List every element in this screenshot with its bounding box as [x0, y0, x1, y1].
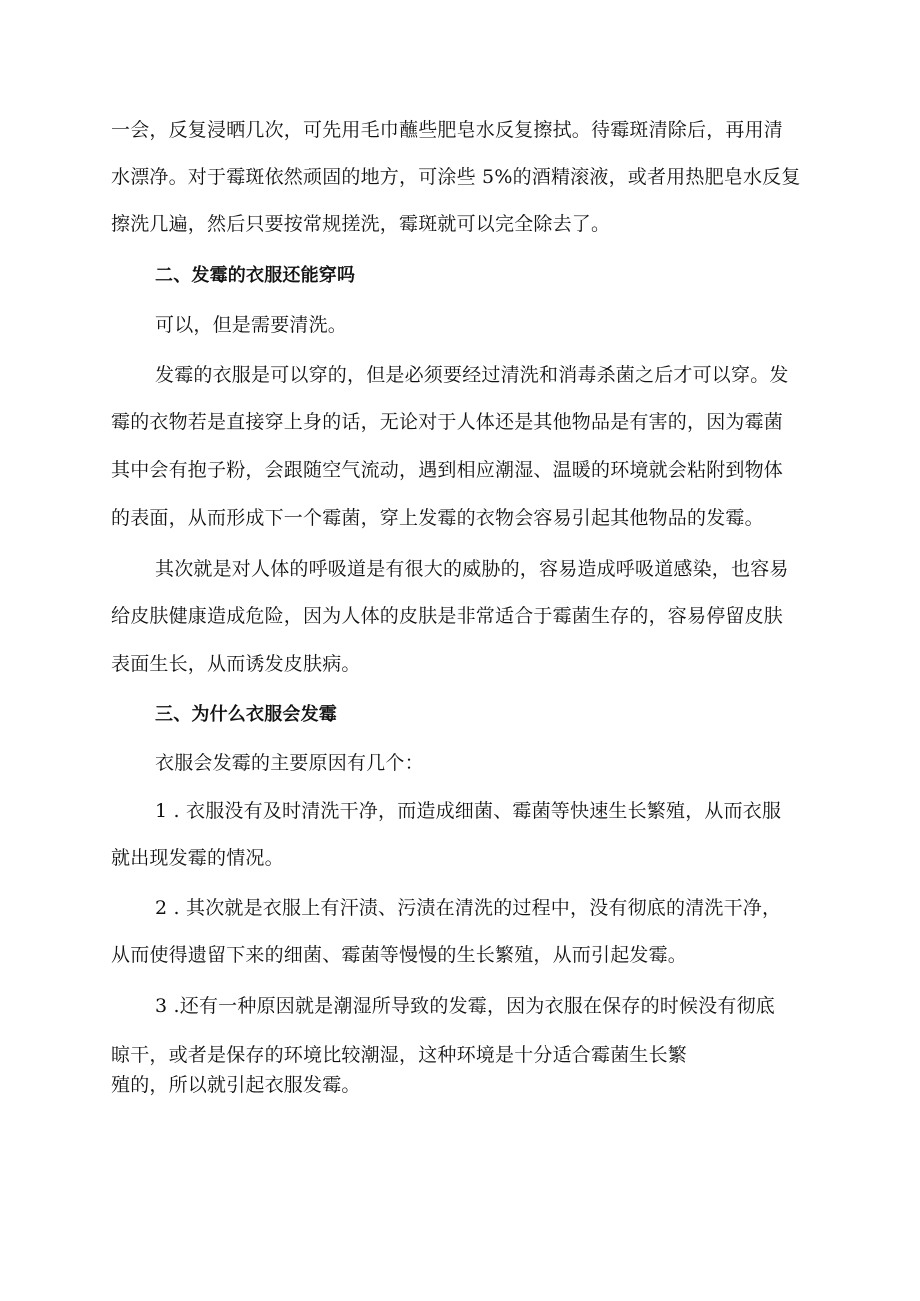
paragraph-line: 其次就是对人体的呼吸道是有很大的威胁的，容易造成呼吸道感染，也容易 — [155, 558, 789, 580]
paragraph-line: 衣服会发霉的主要原因有几个： — [155, 752, 424, 774]
paragraph-line: 发霉的衣服是可以穿的，但是必须要经过清洗和消毒杀菌之后才可以穿。发 — [155, 364, 789, 386]
list-item-line: 1 . 衣服没有及时清洗干净，而造成细菌、霉菌等快速生长繁殖，从而衣服 — [155, 800, 782, 822]
section-heading-2: 二、发霉的衣服还能穿吗 — [155, 265, 356, 286]
list-item-line: 3 .还有一种原因就是潮湿所导致的发霉，因为衣服在保存的时候没有彻底 — [155, 995, 775, 1017]
list-item-line: 就出现发霉的情况。 — [111, 847, 284, 869]
paragraph-line: 表面生长，从而诱发皮肤病。 — [111, 653, 361, 675]
list-item-line: 殖的，所以就引起衣服发霉。 — [111, 1074, 361, 1096]
list-item-line: 晾干，或者是保存的环境比较潮湿，这种环境是十分适合霉菌生长繁 — [111, 1044, 688, 1066]
paragraph-line: 可以，但是需要清洗。 — [155, 314, 348, 336]
list-item-line: 2 . 其次就是衣服上有汗渍、污渍在清洗的过程中，没有彻底的清洗干净， — [155, 897, 782, 919]
paragraph-line: 一会，反复浸晒几次，可先用毛巾蘸些肥皂水反复擦拭。待霉斑清除后，再用清 — [111, 119, 784, 141]
paragraph-line: 给皮肤健康造成危险，因为人体的皮肤是非常适合于霉菌生存的，容易停留皮肤 — [111, 605, 784, 627]
paragraph-line: 霉的衣物若是直接穿上身的话，无论对于人体还是其他物品是有害的，因为霉菌 — [111, 411, 784, 433]
paragraph-line: 擦洗几遍，然后只要按常规搓洗，霉斑就可以完全除去了。 — [111, 213, 611, 235]
paragraph-line: 水漂净。对于霉斑依然顽固的地方，可涂些 5%的酒精滚液，或者用热肥皂水反复 — [111, 166, 801, 188]
list-item-line: 从而使得遗留下来的细菌、霉菌等慢慢的生长繁殖，从而引起发霉。 — [111, 944, 688, 966]
paragraph-line: 其中会有抱子粉，会跟随空气流动，遇到相应潮湿、温暖的环境就会粘附到物体 — [111, 459, 784, 481]
section-heading-3: 三、为什么衣服会发霉 — [155, 704, 337, 725]
paragraph-line: 的表面，从而形成下一个霉菌，穿上发霉的衣物会容易引起其他物品的发霉。 — [111, 507, 764, 529]
